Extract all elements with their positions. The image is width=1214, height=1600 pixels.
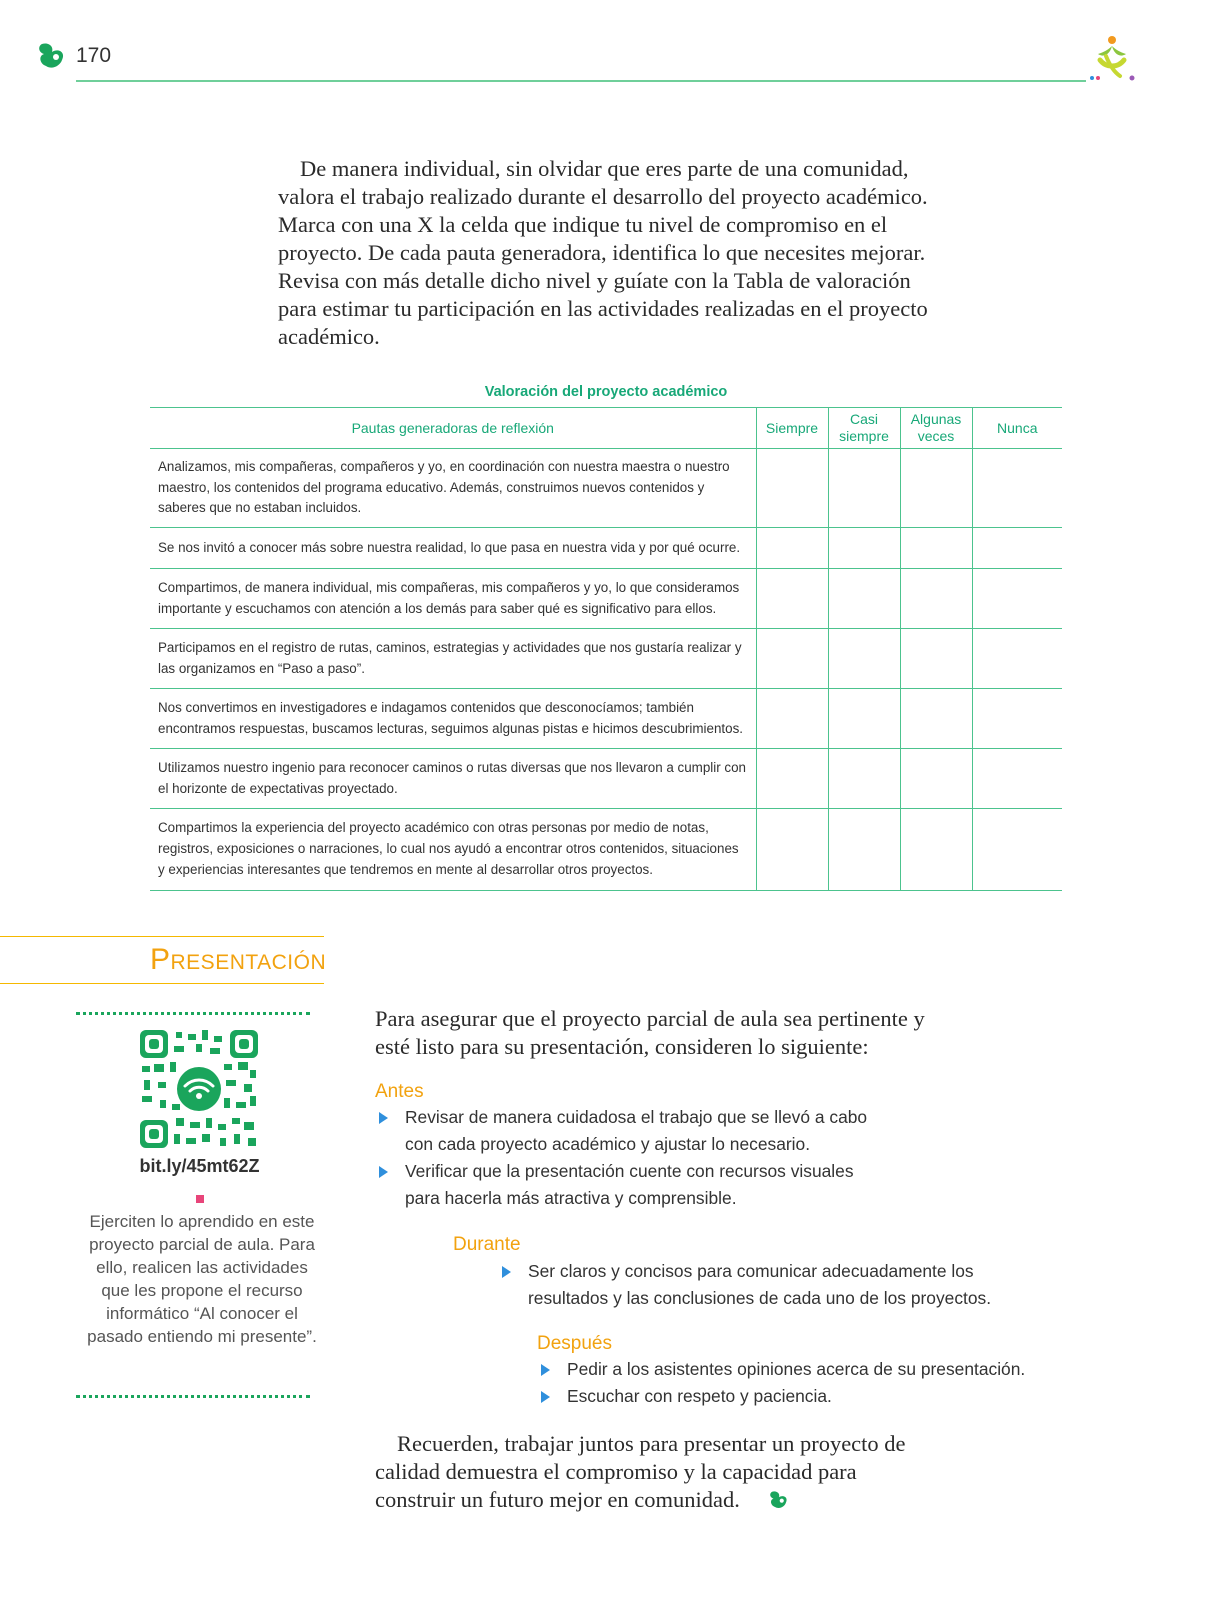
nunca-cell[interactable] — [972, 689, 1062, 749]
algunas-veces-cell[interactable] — [900, 749, 972, 809]
casi-siempre-cell[interactable] — [828, 689, 900, 749]
algunas-veces-cell[interactable] — [900, 569, 972, 629]
triangle-bullet-icon — [502, 1266, 511, 1278]
casi-siempre-cell[interactable] — [828, 528, 900, 569]
table-row — [150, 449, 1062, 528]
algunas-veces-column-header: Algunas veces — [900, 408, 972, 449]
sidebar-note: Ejerciten lo aprendido en este proyecto parcial de aula. Para ello, realicen las actividades que les propone el recurso informático “Al conocer el pasado entiendo mi presente”. — [87, 1212, 317, 1346]
section-title: Presentación — [150, 943, 327, 976]
siempre-column-header: Siempre — [756, 408, 828, 449]
list-item: Verificar que la presentación cuente con recursos visuales para hacerla más atractiva y comprensible. — [375, 1158, 875, 1212]
table-header-row — [150, 408, 1062, 449]
table-row — [150, 689, 1062, 749]
end-mark-icon — [746, 1488, 768, 1512]
list-item: Ser claros y concisos para comunicar adecuadamente los resultados y las conclusiones de cada uno de los proyectos. — [498, 1258, 1018, 1312]
algunas-veces-cell[interactable] — [900, 449, 972, 528]
nunca-cell[interactable] — [972, 449, 1062, 528]
criterion-text: Participamos en el registro de rutas, caminos, estrategias y actividades que nos gustaría realizar y las organizamos en “Paso a paso”. — [150, 629, 756, 689]
nunca-cell[interactable] — [972, 749, 1062, 809]
antes-heading: Antes — [375, 1081, 424, 1102]
despues-heading: Después — [537, 1333, 612, 1354]
qr-code-icon[interactable] — [140, 1030, 258, 1148]
siempre-cell[interactable] — [756, 528, 828, 569]
criterion-text: Nos convertimos en investigadores e indagamos contenidos que desconocíamos; también encontramos respuestas, buscamos lecturas, seguimos algunas pistas e hicimos descubrimientos. — [150, 689, 756, 749]
siempre-cell[interactable] — [756, 689, 828, 749]
qr-url-link[interactable]: bit.ly/45mt62Z — [139, 1156, 260, 1176]
list-item: Escuchar con respeto y paciencia. — [537, 1383, 1097, 1410]
antes-list — [375, 1104, 875, 1212]
table-row — [150, 569, 1062, 629]
section-rule-top — [0, 936, 324, 937]
nem-logo-icon — [1086, 32, 1138, 84]
triangle-bullet-icon — [379, 1166, 388, 1178]
triangle-bullet-icon — [379, 1112, 388, 1124]
casi-siempre-column-header: Casi siempre — [828, 408, 900, 449]
nunca-cell[interactable] — [972, 569, 1062, 629]
page-number: 170 — [76, 44, 112, 67]
table-row — [150, 749, 1062, 809]
nunca-cell[interactable] — [972, 809, 1062, 891]
table-row — [150, 629, 1062, 689]
casi-siempre-cell[interactable] — [828, 569, 900, 629]
nunca-column-header: Nunca — [972, 408, 1062, 449]
siempre-cell[interactable] — [756, 629, 828, 689]
section-rule-bottom — [0, 983, 324, 984]
criterion-text: Analizamos, mis compañeras, compañeros y yo, en coordinación con nuestra maestra o nuestro maestro, los contenidos del programa educativo. Además, construimos nuevos contenidos y saberes que no estaban incluidos. — [150, 449, 756, 528]
nunca-cell[interactable] — [972, 528, 1062, 569]
siempre-cell[interactable] — [756, 449, 828, 528]
project-logo-icon — [36, 40, 68, 72]
casi-siempre-cell[interactable] — [828, 749, 900, 809]
casi-siempre-cell[interactable] — [828, 809, 900, 891]
siempre-cell[interactable] — [756, 569, 828, 629]
siempre-cell[interactable] — [756, 749, 828, 809]
algunas-veces-cell[interactable] — [900, 528, 972, 569]
criterion-text: Compartimos la experiencia del proyecto académico con otras personas por medio de notas, registros, exposiciones o narraciones, lo cual nos ayudó a encontrar otros contenidos, situaciones y experiencias interesantes que tendremos en mente al desarrollar otros proyectos. — [150, 809, 756, 891]
intro-paragraph: De manera individual, sin olvidar que eres parte de una comunidad, valora el trabajo realizado durante el desarrollo del proyecto académico. Marca con una X la celda que indique tu nivel de compromiso en el proyecto. De cada pauta generadora, identifica lo que necesites mejorar. Revisa con más detalle dicho nivel y guíate con la Tabla de valoración para estimar tu participación en las actividades realizadas en el proyecto académico. — [278, 156, 928, 349]
table-row — [150, 809, 1062, 891]
algunas-veces-cell[interactable] — [900, 629, 972, 689]
criterion-text: Se nos invitó a conocer más sobre nuestra realidad, lo que pasa en nuestra vida y por qué ocurre. — [150, 528, 756, 569]
algunas-veces-cell[interactable] — [900, 809, 972, 891]
triangle-bullet-icon — [541, 1364, 550, 1376]
header-rule — [76, 80, 1086, 82]
criterion-text: Utilizamos nuestro ingenio para reconocer caminos o rutas diversas que nos llevaron a cumplir con el horizonte de expectativas proyectado. — [150, 749, 756, 809]
list-item: Pedir a los asistentes opiniones acerca de su presentación. — [537, 1356, 1097, 1383]
evaluation-table — [150, 407, 1062, 891]
sidebar-divider-top — [76, 1012, 310, 1015]
criterion-text: Compartimos, de manera individual, mis compañeras, mis compañeros y yo, lo que consideramos importante y escuchamos con atención a los demás para saber qué es significativo para ellos. — [150, 569, 756, 629]
durante-list — [498, 1258, 1018, 1312]
despues-list — [537, 1356, 1097, 1410]
table-caption: Valoración del proyecto académico — [484, 384, 728, 400]
durante-heading: Durante — [453, 1234, 521, 1255]
siempre-cell[interactable] — [756, 809, 828, 891]
algunas-veces-cell[interactable] — [900, 689, 972, 749]
nunca-cell[interactable] — [972, 629, 1062, 689]
triangle-bullet-icon — [541, 1391, 550, 1403]
pink-square-icon — [196, 1195, 204, 1203]
table-row — [150, 528, 1062, 569]
lead-paragraph: Para asegurar que el proyecto parcial de aula sea pertinente y esté listo para su presentación, consideren lo siguiente: — [375, 1006, 925, 1059]
closing-paragraph: Recuerden, trabajar juntos para presentar un proyecto de calidad demuestra el compromiso y la capacidad para construir un futuro mejor en comunidad. — [375, 1431, 906, 1512]
sidebar-divider-bottom — [76, 1395, 310, 1398]
list-item: Revisar de manera cuidadosa el trabajo que se llevó a cabo con cada proyecto académico y ajustar lo necesario. — [375, 1104, 875, 1158]
casi-siempre-cell[interactable] — [828, 449, 900, 528]
casi-siempre-cell[interactable] — [828, 629, 900, 689]
criteria-column-header: Pautas generadoras de reflexión — [150, 408, 756, 449]
